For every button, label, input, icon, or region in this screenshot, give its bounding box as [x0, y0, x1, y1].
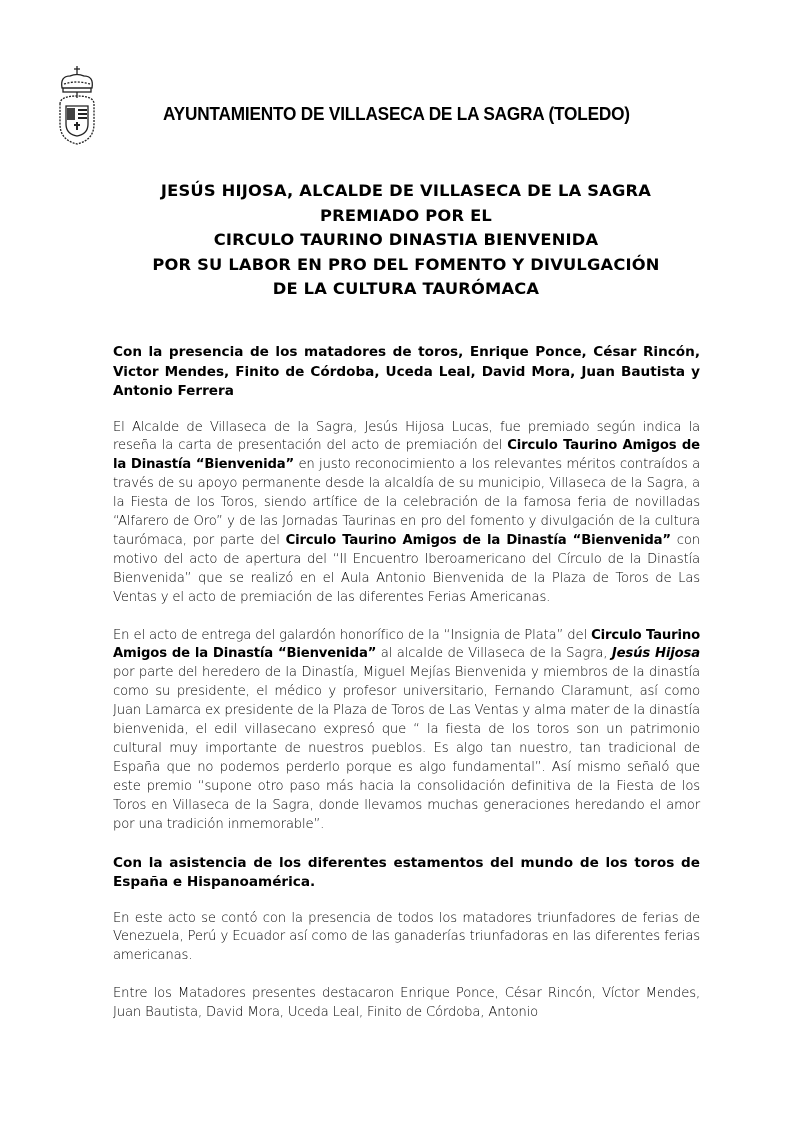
circle-name-bold: Circulo Taurino Amigos de la Dinastía “Bienvenida” [285, 532, 671, 548]
headline-line: POR SU LABOR EN PRO DEL FOMENTO Y DIVULGACIÓN [152, 254, 660, 274]
text-run: al alcalde de Villaseca de la Sagra, [376, 646, 612, 662]
headline-line: JESÚS HIJOSA, ALCALDE DE VILLASECA DE LA SAGRA [160, 181, 652, 200]
lead-paragraph-attendance: Con la asistencia de los diferentes estamentos del mundo de los toros de España e Hispanoamérica. [113, 854, 700, 891]
mayor-name-bold-italic: Jesús Hijosa [611, 646, 700, 662]
lead-paragraph-presence: Con la presencia de los matadores de toros, Enrique Ponce, César Rincón, Victor Mendes, Finito de Córdoba, Uceda Leal, David Mora, Juan Bautista y Antonio Ferrera [113, 344, 700, 399]
press-release-headline [120, 179, 692, 302]
headline-line: PREMIADO POR EL [320, 205, 492, 225]
text-run: por parte del heredero de la Dinastía, Miguel Mejías Bienvenida y miembros de la dinastía como su presidente, el médico y profesor universitario, Fernando Claramunt, así como Juan Lamarca ex presidente de la Plaza de Toros de Las Ventas y alma mater de la dinastía bienvenida, el edil villasecano expresó que “ la fiesta de los toros son un patrimonio cultural muy importante de nuestros pueblos. Es algo tan nuestro, tan tradicional de España que no podemos perderlo porque es algo fundamental”. Así mismo señaló que este premio “supone otro paso más hacia la consolidación definitiva de la Fiesta de los Toros en Villaseca de la Sagra, donde llevamos muchas generaciones heredando el amor por una tradición inmemorable”. [113, 665, 700, 832]
text-run: En el acto de entrega del galardón honorífico de la “Insignia de Plata” del [113, 627, 592, 643]
paragraph-attendees: En este acto se contó con la presencia de todos los matadores triunfadores de ferias de Venezuela, Perú y Ecuador así como de las ganaderías triunfadoras en las diferentes ferias americanas. [113, 910, 700, 964]
circle-name-bold: Circulo Taurino Amigos de la Dinastía “Bienvenida” [113, 438, 700, 473]
coat-of-arms-icon [52, 64, 102, 148]
paragraph-matadors: Entre los Matadores presentes destacaron Enrique Ponce, César Rincón, Víctor Mendes, Juan Bautista, David Mora, Uceda Leal, Finito de Córdoba, Antonio [113, 986, 700, 1021]
headline-line: CIRCULO TAURINO DINASTIA BIENVENIDA [213, 230, 599, 249]
paragraph-ceremony [113, 627, 700, 835]
paragraph-award [113, 419, 700, 608]
text-run: con motivo del acto de apertura del “II Encuentro Iberoamericano del Círculo de la Dinastía Bienvenida” que se realizó en el Aula Antonio Bienvenida de la Plaza de Toros de Las Ventas y el acto de premiación de las diferentes Ferias Americanas. [113, 532, 700, 605]
organization-header: AYUNTAMIENTO DE VILLASECA DE LA SAGRA (TOLEDO) [163, 103, 630, 124]
circle-name-bold: Circulo Taurino Amigos de la Dinastía “Bienvenida” [113, 627, 700, 662]
text-run: El Alcalde de Villaseca de la Sagra, Jesús Hijosa Lucas, fue premiado según indica la reseña la carta de presentación del acto de premiación del [113, 419, 700, 454]
text-run: en justo reconocimiento a los relevantes méritos contraídos a través de su apoyo permanente desde la alcaldía de su municipio, Villaseca de la Sagra, a la Fiesta de los Toros, siendo artífice de la celebración de la famosa feria de novilladas “Alfarero de Oro” y de las Jornadas Taurinas en pro del fomento y divulgación de la cultura taurómaca, por parte del [113, 457, 701, 548]
headline-line: DE LA CULTURA TAURÓMACA [272, 279, 540, 298]
article-body [113, 343, 700, 1023]
